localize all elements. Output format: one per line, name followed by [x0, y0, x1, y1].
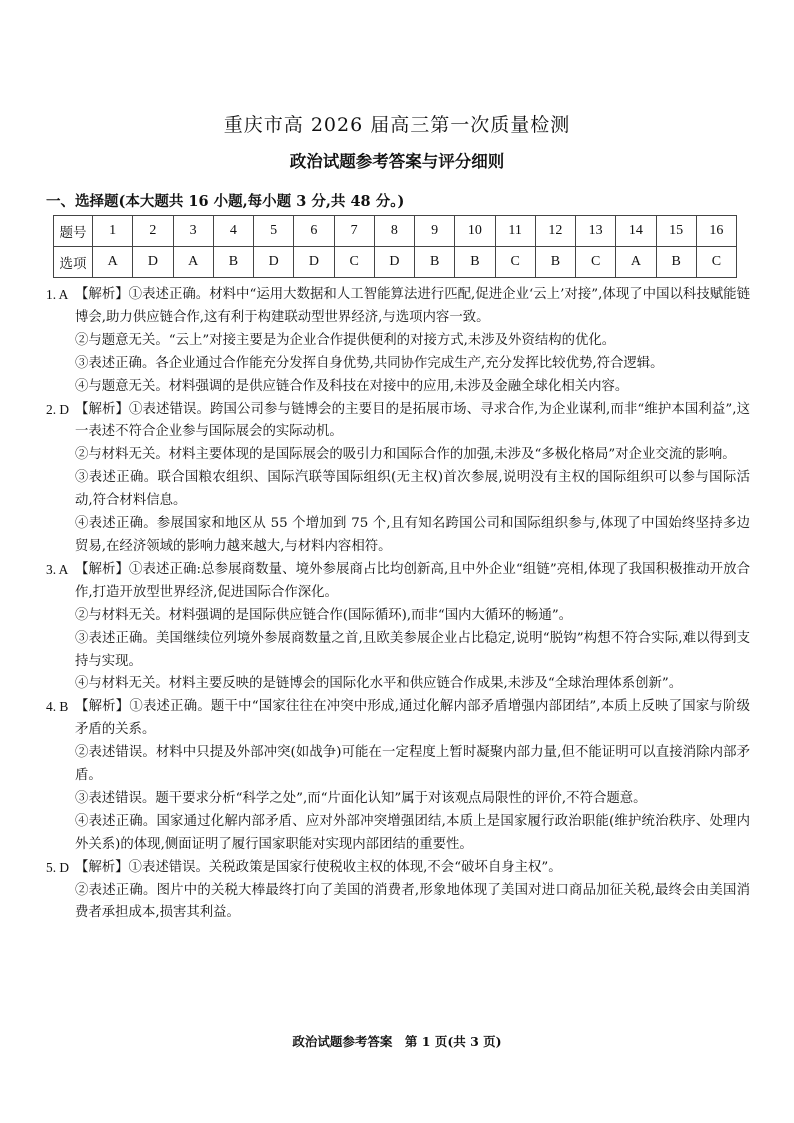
question-number-cell: 8 [374, 216, 414, 247]
answer-cell: B [415, 247, 455, 278]
explanation-paragraph: 【解析】①表述错误。关税政策是国家行使税收主权的体现,不会“破坏自身主权”。 [75, 859, 562, 875]
question-number-cell: 5 [254, 216, 294, 247]
question-number-cell: 4 [213, 216, 253, 247]
explanation-paragraph: ②与题意无关。“云上”对接主要是为企业合作提供便利的对接方式,未涉及外资结构的优化。 [75, 332, 616, 348]
explanation-paragraph: ③表述正确。美国继续位列境外参展商数量之首,且欧美参展企业占比稳定,说明“脱钩”构想不符合实际,难以得到支持与实现。 [75, 630, 750, 669]
explanation-item [46, 399, 750, 559]
answer-cell: C [495, 247, 535, 278]
answer-row [54, 247, 737, 278]
explanation-item [46, 284, 750, 399]
answer-cell: B [535, 247, 575, 278]
answer-cell: C [334, 247, 374, 278]
answer-cell: A [616, 247, 656, 278]
explanation-paragraph: ③表述错误。题干要求分析“科学之处”,而“片面化认知”属于对该观点局限性的评价,不符合题意。 [75, 790, 647, 806]
section-heading: 一、选择题(本大题共 16 小题,每小题 3 分,共 48 分。) [46, 193, 405, 210]
question-number-cell: 9 [415, 216, 455, 247]
explanation-paragraph: ④与题意无关。材料强调的是供应链合作及科技在对接中的应用,未涉及金融全球化相关内容。 [75, 378, 629, 394]
explanation-body [75, 399, 750, 559]
explanation-paragraph: 【解析】①表述正确:总参展商数量、境外参展商占比均创新高,且中外企业“组链”亮相,体现了我国积极推动开放合作,打造开放型世界经济,促进国际合作深化。 [75, 561, 750, 600]
question-number-cell: 1 [93, 216, 133, 247]
explanation-list [46, 284, 750, 925]
explanation-paragraph: 【解析】①表述正确。材料中“运用大数据和人工智能算法进行匹配,促进企业‘云上’对接”,体现了中国以科技赋能链博会,助力供应链合作,这有利于构建联动型世界经济,与选项内容一致。 [75, 287, 750, 325]
answer-cell: B [656, 247, 696, 278]
question-number-cell: 7 [334, 216, 374, 247]
question-number-cell: 14 [616, 216, 656, 247]
explanation-paragraph: ③表述正确。联合国粮农组织、国际汽联等国际组织(无主权)首次参展,说明没有主权的国际组织可以参与国际活动,符合材料信息。 [75, 470, 750, 509]
answer-cell: A [93, 247, 133, 278]
explanation-paragraph: ②与材料无关。材料强调的是国际供应链合作(国际循环),而非“国内大循环的畅通”。 [75, 607, 573, 623]
page-footer: 政治试题参考答案 第 1 页(共 3 页) [292, 1034, 502, 1049]
explanation-paragraph: 【解析】①表述正确。题干中“国家往往在冲突中形成,通过化解内部矛盾增强内部团结”,本质上反映了国家与阶级矛盾的关系。 [75, 699, 750, 738]
explanation-body [75, 559, 750, 696]
answer-cell: C [576, 247, 616, 278]
question-number-cell: 12 [535, 216, 575, 247]
explanation-paragraph: ②表述错误。材料中只提及外部冲突(如战争)可能在一定程度上暂时凝聚内部力量,但不能证明可以直接消除内部矛盾。 [75, 745, 750, 784]
question-label: 1. A [46, 287, 69, 302]
question-number-cell: 13 [576, 216, 616, 247]
question-number-cell: 10 [455, 216, 495, 247]
answer-cell: D [374, 247, 414, 278]
question-number-cell: 6 [294, 216, 334, 247]
question-number-cell: 3 [173, 216, 213, 247]
number-row-label: 题号 [54, 216, 93, 247]
explanation-body [75, 857, 750, 926]
question-number-cell: 15 [656, 216, 696, 247]
document-subtitle: 政治试题参考答案与评分细则 [289, 152, 505, 171]
answer-cell: D [133, 247, 173, 278]
explanation-paragraph: ②表述正确。图片中的关税大棒最终打向了美国的消费者,形象地体现了美国对进口商品加征关税,最终会由美国消费者承担成本,损害其利益。 [75, 882, 750, 921]
answer-cell: D [294, 247, 334, 278]
explanation-item [46, 696, 750, 856]
question-label: 5. D [46, 859, 70, 875]
explanation-paragraph: ④表述正确。国家通过化解内部矛盾、应对外部冲突增强团结,本质上是国家履行政治职能(维护统治秩序、处理内外关系)的体现,侧面证明了履行国家职能对实现内部团结的重要性。 [75, 813, 750, 852]
explanation-body [75, 696, 750, 856]
document-title: 重庆市高 2026 届高三第一次质量检测 [223, 114, 571, 136]
question-label: 3. A [46, 561, 69, 577]
explanation-item [46, 857, 750, 926]
answer-cell: C [696, 247, 736, 278]
answer-table [53, 215, 737, 278]
answer-cell: A [173, 247, 213, 278]
answer-cell: B [455, 247, 495, 278]
answer-cell: D [254, 247, 294, 278]
explanation-paragraph: ③表述正确。各企业通过合作能充分发挥自身优势,共同协作完成生产,充分发挥比较优势,符合逻辑。 [75, 355, 664, 371]
question-number-cell: 16 [696, 216, 736, 247]
question-number-cell: 11 [495, 216, 535, 247]
answer-row-label: 选项 [54, 247, 93, 278]
number-row [54, 216, 737, 247]
explanation-paragraph: 【解析】①表述错误。跨国公司参与链博会的主要目的是拓展市场、寻求合作,为企业谋利,而非“维护本国利益”,这一表述不符合企业参与国际展会的实际动机。 [75, 401, 750, 440]
question-label: 2. D [46, 401, 70, 417]
explanation-body [75, 284, 750, 399]
explanation-paragraph: ④表述正确。参展国家和地区从 55 个增加到 75 个,且有知名跨国公司和国际组织参与,体现了中国始终坚持多边贸易,在经济领域的影响力越来越大,与材料内容相符。 [75, 516, 750, 554]
question-number-cell: 2 [133, 216, 173, 247]
explanation-paragraph: ②与材料无关。材料主要体现的是国际展会的吸引力和国际合作的加强,未涉及“多极化格局”对企业交流的影响。 [75, 447, 736, 463]
answer-cell: B [213, 247, 253, 278]
question-label: 4. B [46, 699, 69, 715]
explanation-paragraph: ④与材料无关。材料主要反映的是链博会的国际化水平和供应链合作成果,未涉及“全球治理体系创新”。 [75, 676, 683, 692]
explanation-item [46, 559, 750, 696]
